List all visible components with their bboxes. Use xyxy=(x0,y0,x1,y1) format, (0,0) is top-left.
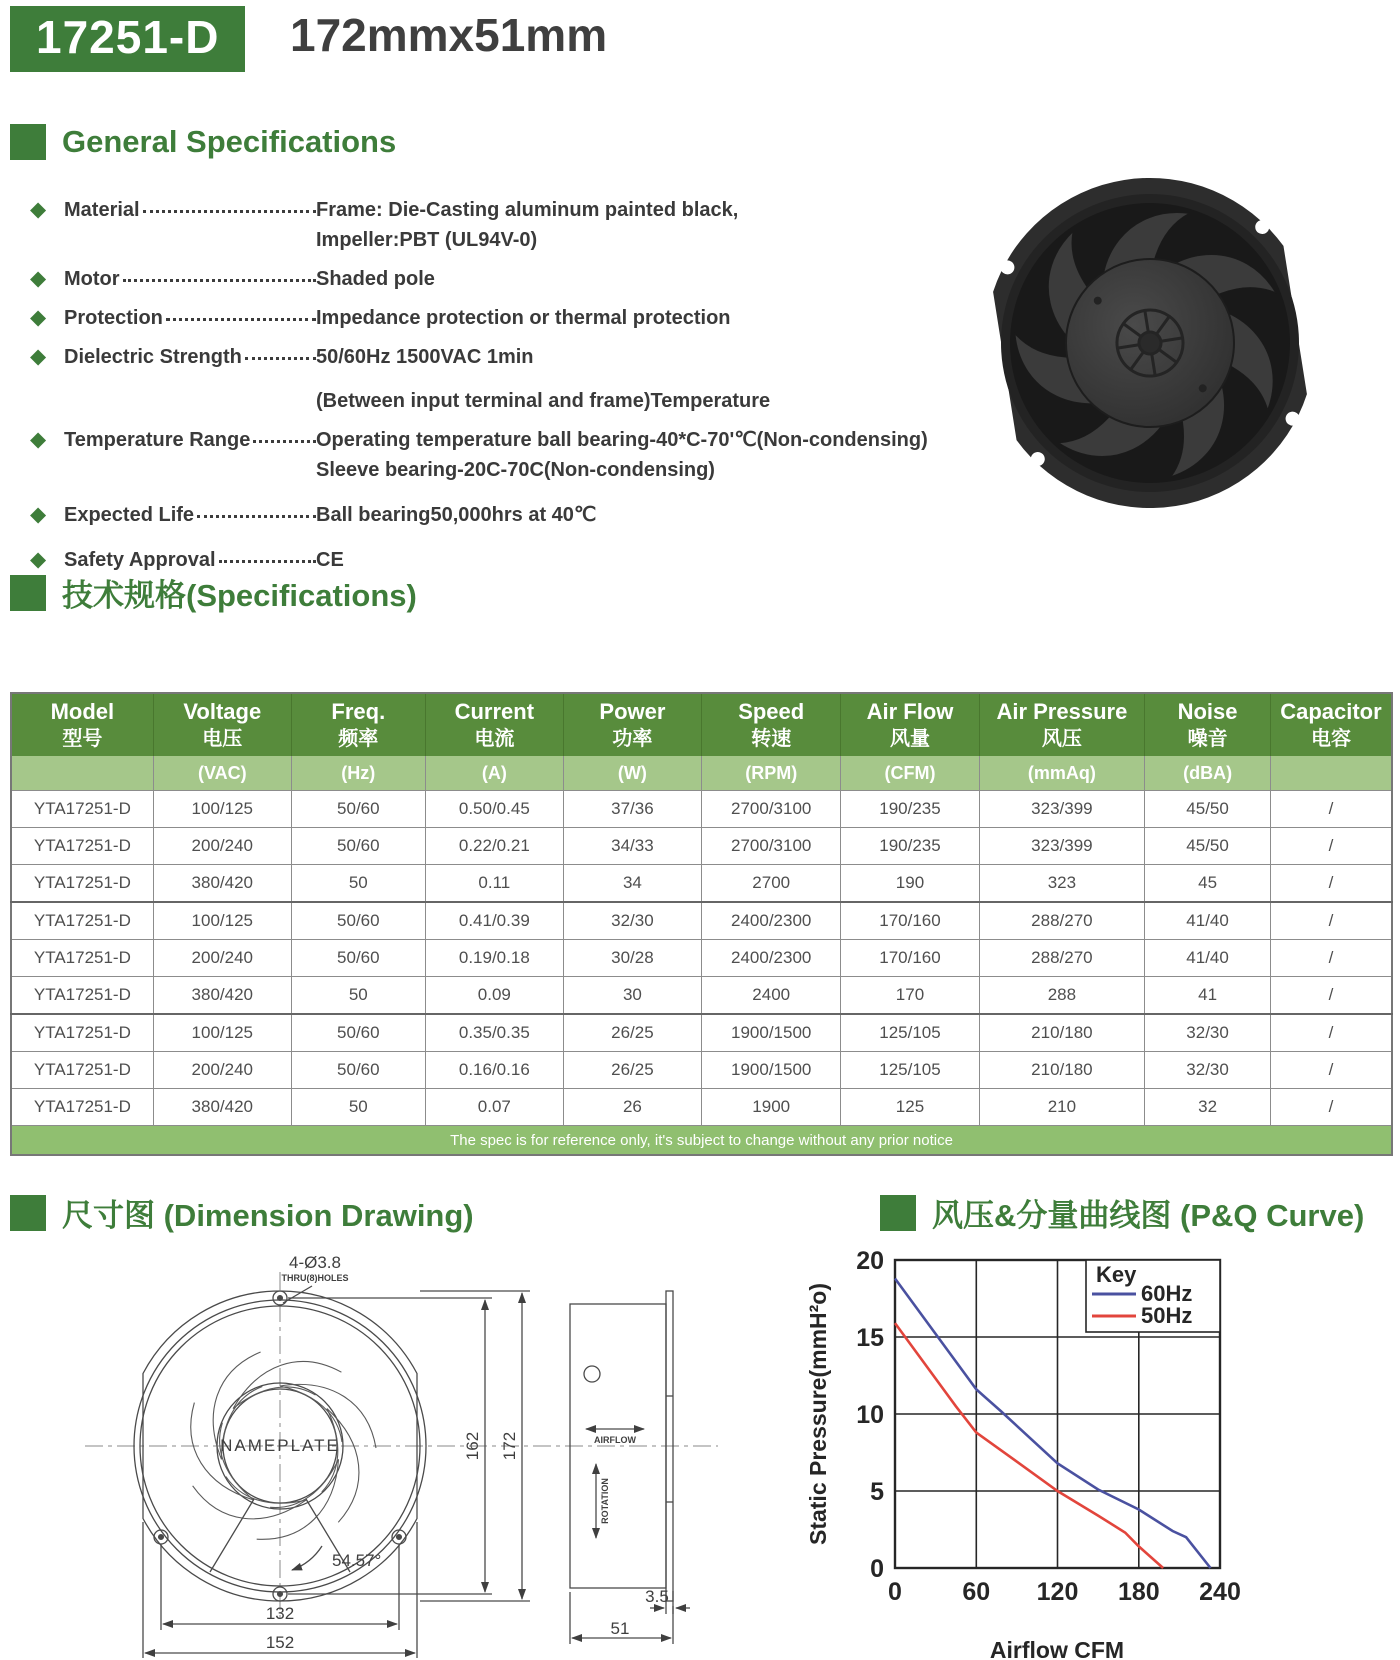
dotted-leader xyxy=(197,515,316,529)
spec-label: Safety Approval xyxy=(64,549,216,571)
table-cell: / xyxy=(1270,977,1392,1015)
y-tick: 15 xyxy=(856,1324,884,1352)
table-cell: 125/105 xyxy=(841,1052,979,1089)
dim-35-label: 3.5 xyxy=(645,1587,669,1606)
spec-value-line: Impeller:PBT (UL94V-0) xyxy=(316,229,538,251)
table-cell: 288 xyxy=(979,977,1145,1015)
table-cell: 45 xyxy=(1145,865,1271,903)
diamond-bullet-icon: ◆ xyxy=(30,503,47,526)
table-cell: 2700 xyxy=(701,865,840,903)
table-cell: 50/60 xyxy=(291,791,425,828)
table-cell: 1900 xyxy=(701,1089,840,1126)
unit-cell xyxy=(11,756,153,791)
column-header-cn: 电容 xyxy=(1310,728,1351,750)
spec-label: Motor xyxy=(64,268,120,290)
table-cell: 170 xyxy=(841,977,979,1015)
column-header-en: Freq. xyxy=(331,699,386,724)
unit-cell: (W) xyxy=(563,756,701,791)
section-general-specifications xyxy=(10,124,396,160)
section-square-icon xyxy=(10,124,46,160)
table-cell: 50/60 xyxy=(291,940,425,977)
table-cell: 34/33 xyxy=(563,828,701,865)
table-cell: 380/420 xyxy=(153,865,291,903)
table-row xyxy=(11,1089,1392,1126)
spec-value-line: Impedance protection or thermal protection xyxy=(316,307,731,329)
column-header-cn: 电压 xyxy=(202,728,243,750)
column-header xyxy=(153,693,291,756)
table-cell: 32/30 xyxy=(1145,1014,1271,1052)
table-cell: 288/270 xyxy=(979,902,1145,940)
table-cell: 323/399 xyxy=(979,791,1145,828)
section-square-icon xyxy=(880,1195,916,1231)
spec-label-wrap xyxy=(64,304,316,332)
table-note-row xyxy=(11,1126,1392,1156)
table-cell: 170/160 xyxy=(841,902,979,940)
size-label: 172mmx51mm xyxy=(290,9,608,61)
table-cell: YTA17251-D xyxy=(11,977,153,1015)
diamond-bullet-icon: ◆ xyxy=(30,306,47,329)
table-cell: / xyxy=(1270,828,1392,865)
column-header-cn: 风量 xyxy=(889,728,930,750)
table-row xyxy=(11,1014,1392,1052)
spec-label: Protection xyxy=(64,307,163,329)
table-cell: 26 xyxy=(563,1089,701,1126)
diamond-bullet-icon: ◆ xyxy=(30,198,47,221)
table-cell: 190 xyxy=(841,865,979,903)
x-tick: 60 xyxy=(962,1578,991,1606)
column-header-cn: 频率 xyxy=(338,728,379,750)
curve-50hz xyxy=(895,1323,1163,1568)
spec-label-wrap xyxy=(64,196,316,224)
table-cell: 2400/2300 xyxy=(701,902,840,940)
table-cell: 288/270 xyxy=(979,940,1145,977)
table-cell: 0.11 xyxy=(425,865,563,903)
nameplate-label: NAMEPLATE xyxy=(220,1436,340,1455)
spec-value xyxy=(316,304,940,334)
y-tick: 0 xyxy=(870,1555,884,1583)
table-cell: 34 xyxy=(563,865,701,903)
x-tick: 120 xyxy=(1036,1578,1079,1606)
unit-cell: (CFM) xyxy=(841,756,979,791)
table-row xyxy=(11,940,1392,977)
unit-cell: (A) xyxy=(425,756,563,791)
table-row xyxy=(11,828,1392,865)
section-square-icon xyxy=(10,575,46,611)
spec-label-wrap xyxy=(64,426,316,454)
section-specifications xyxy=(10,570,417,615)
table-cell: 50 xyxy=(291,1089,425,1126)
blade-curve xyxy=(198,1423,278,1500)
y-tick: 5 xyxy=(870,1478,884,1506)
spec-item xyxy=(30,196,940,256)
table-cell: 200/240 xyxy=(153,1052,291,1089)
table-row xyxy=(11,865,1392,903)
table-cell: 26/25 xyxy=(563,1052,701,1089)
spec-item xyxy=(30,426,940,486)
table-cell: 50 xyxy=(291,977,425,1015)
unit-cell: (Hz) xyxy=(291,756,425,791)
dotted-leader xyxy=(166,318,316,332)
spec-value xyxy=(316,265,940,295)
x-axis-label-cropped: Airflow CFM xyxy=(989,1637,1125,1660)
table-row xyxy=(11,1052,1392,1089)
table-cell: / xyxy=(1270,1052,1392,1089)
table-cell: 190/235 xyxy=(841,828,979,865)
table-cell: YTA17251-D xyxy=(11,1052,153,1089)
spec-value-line: Operating temperature ball bearing-40*C-70'℃(Non-condensing) xyxy=(316,429,928,451)
column-header xyxy=(11,693,153,756)
table-cell: 210/180 xyxy=(979,1014,1145,1052)
spec-label: Expected Life xyxy=(64,504,195,526)
x-tick: 0 xyxy=(888,1578,902,1606)
table-cell: 0.35/0.35 xyxy=(425,1014,563,1052)
column-header xyxy=(1145,693,1271,756)
legend-title: Key xyxy=(1096,1262,1137,1287)
table-cell: 210/180 xyxy=(979,1052,1145,1089)
table-cell: 380/420 xyxy=(153,1089,291,1126)
table-cell: 210 xyxy=(979,1089,1145,1126)
blade-curve xyxy=(233,1360,315,1443)
spec-value-line: CE xyxy=(316,549,344,571)
table-cell: 200/240 xyxy=(153,940,291,977)
unit-cell: (dBA) xyxy=(1145,756,1271,791)
column-header xyxy=(291,693,425,756)
general-spec-list xyxy=(30,196,940,585)
holes-sub-label: THRU(8)HOLES xyxy=(281,1273,349,1283)
table-cell: 41 xyxy=(1145,977,1271,1015)
y-tick: 10 xyxy=(856,1401,884,1429)
column-header-en: Current xyxy=(454,699,535,724)
table-cell: 1900/1500 xyxy=(701,1014,840,1052)
table-cell: 0.09 xyxy=(425,977,563,1015)
side-view xyxy=(570,1291,690,1644)
table-cell: 0.16/0.16 xyxy=(425,1052,563,1089)
table-cell: 2700/3100 xyxy=(701,828,840,865)
column-header-en: Voltage xyxy=(183,699,262,724)
model-badge: 17251-D xyxy=(10,6,245,72)
units-row xyxy=(11,756,1392,791)
spec-item xyxy=(30,501,940,531)
y-tick: 20 xyxy=(856,1247,884,1275)
spec-item xyxy=(30,265,940,295)
unit-cell: (VAC) xyxy=(153,756,291,791)
spec-label-wrap xyxy=(64,265,316,293)
spec-value-line: (Between input terminal and frame)Temperature xyxy=(316,390,771,412)
table-cell: 50 xyxy=(291,865,425,903)
column-header-cn: 型号 xyxy=(62,728,103,750)
table-note: The spec is for reference only, it's subject to change without any prior notice xyxy=(11,1126,1392,1156)
legend-label-50hz: 50Hz xyxy=(1141,1303,1193,1328)
dotted-leader xyxy=(123,279,316,293)
section-title: 技术规格(Specifications) xyxy=(62,578,417,613)
angle-arc xyxy=(292,1546,322,1570)
table-cell: 323/399 xyxy=(979,828,1145,865)
section-pq-curve xyxy=(880,1190,1364,1235)
column-header xyxy=(841,693,979,756)
spec-label: Material xyxy=(64,199,140,221)
table-cell: YTA17251-D xyxy=(11,902,153,940)
spec-value xyxy=(316,196,940,256)
diamond-bullet-icon: ◆ xyxy=(30,345,47,368)
table-cell: 32/30 xyxy=(563,902,701,940)
spec-value-line: 50/60Hz 1500VAC 1min xyxy=(316,346,534,368)
spec-label-wrap xyxy=(64,343,316,371)
table-cell: 323 xyxy=(979,865,1145,903)
table-cell: 0.41/0.39 xyxy=(425,902,563,940)
diamond-bullet-icon: ◆ xyxy=(30,267,47,290)
rotation-label: ROTATION xyxy=(600,1478,610,1524)
table-cell: 30 xyxy=(563,977,701,1015)
table-cell: 50/60 xyxy=(291,1052,425,1089)
table-cell: YTA17251-D xyxy=(11,865,153,903)
column-header-en: Air Flow xyxy=(866,699,954,724)
table-cell: 37/36 xyxy=(563,791,701,828)
side-body xyxy=(570,1304,666,1588)
spec-item xyxy=(30,304,940,334)
y-axis-ticks xyxy=(856,1247,884,1583)
column-header-cn: 噪音 xyxy=(1187,728,1228,750)
table-cell: 100/125 xyxy=(153,902,291,940)
dimension-drawing xyxy=(30,1246,730,1660)
table-cell: 0.22/0.21 xyxy=(425,828,563,865)
section-title: 尺寸图 (Dimension Drawing) xyxy=(62,1198,474,1233)
y-axis-label: Static Pressure(mmH²o) xyxy=(805,1282,831,1546)
dim-172-label: 172 xyxy=(500,1431,519,1461)
table-cell: / xyxy=(1270,865,1392,903)
column-header-en: Power xyxy=(599,699,666,724)
column-header-en: Model xyxy=(50,699,115,724)
table-cell: 0.07 xyxy=(425,1089,563,1126)
column-header-cn: 转速 xyxy=(751,728,792,750)
column-header xyxy=(701,693,840,756)
table-cell: / xyxy=(1270,940,1392,977)
table-cell: 170/160 xyxy=(841,940,979,977)
spec-value xyxy=(316,501,940,531)
section-title: 风压&分量曲线图 (P&Q Curve) xyxy=(932,1198,1365,1233)
column-header xyxy=(979,693,1145,756)
fan-body xyxy=(973,158,1323,528)
table-cell: 45/50 xyxy=(1145,791,1271,828)
table-cell: 41/40 xyxy=(1145,902,1271,940)
column-header xyxy=(563,693,701,756)
pq-curve-chart xyxy=(800,1238,1260,1660)
dim-51-label: 51 xyxy=(610,1619,630,1638)
spec-label-wrap xyxy=(64,501,316,529)
unit-cell: (mmAq) xyxy=(979,756,1145,791)
table-cell: 50/60 xyxy=(291,902,425,940)
unit-cell xyxy=(1270,756,1392,791)
angle-label: 54.57° xyxy=(332,1551,382,1570)
table-cell: YTA17251-D xyxy=(11,940,153,977)
side-hole xyxy=(584,1366,600,1382)
table-row xyxy=(11,791,1392,828)
diamond-bullet-icon: ◆ xyxy=(30,548,47,571)
column-header-cn: 功率 xyxy=(612,728,653,750)
spec-label: Dielectric Strength xyxy=(64,346,242,368)
dim-132-label: 132 xyxy=(265,1604,295,1623)
dotted-leader xyxy=(143,210,316,224)
table-cell: 2400/2300 xyxy=(701,940,840,977)
table-header-row xyxy=(11,693,1392,756)
dim-162-label: 162 xyxy=(463,1431,482,1461)
table-cell: / xyxy=(1270,791,1392,828)
table-cell: 2700/3100 xyxy=(701,791,840,828)
spec-value-line: Shaded pole xyxy=(316,268,435,290)
table-cell: 380/420 xyxy=(153,977,291,1015)
column-header-cn: 风压 xyxy=(1041,728,1082,750)
table-cell: 2400 xyxy=(701,977,840,1015)
table-cell: YTA17251-D xyxy=(11,1089,153,1126)
column-header-en: Speed xyxy=(738,699,805,724)
spec-value-line: Sleeve bearing-20C-70C(Non-condensing) xyxy=(316,459,715,481)
column-header xyxy=(1270,693,1392,756)
holes-label: 4-Ø3.8 xyxy=(289,1253,341,1272)
fan-product-photo xyxy=(945,158,1355,528)
table-cell: 125/105 xyxy=(841,1014,979,1052)
table-cell: 100/125 xyxy=(153,791,291,828)
diamond-bullet-icon: ◆ xyxy=(30,428,47,451)
column-header xyxy=(425,693,563,756)
table-cell: 32/30 xyxy=(1145,1052,1271,1089)
dim-152-label: 152 xyxy=(265,1633,295,1652)
table-cell: 1900/1500 xyxy=(701,1052,840,1089)
table-cell: 0.19/0.18 xyxy=(425,940,563,977)
section-dimension-drawing xyxy=(10,1190,474,1235)
table-cell: 45/50 xyxy=(1145,828,1271,865)
table-cell: YTA17251-D xyxy=(11,828,153,865)
x-tick: 240 xyxy=(1199,1578,1241,1606)
table-cell: 32 xyxy=(1145,1089,1271,1126)
table-cell: 200/240 xyxy=(153,828,291,865)
table-cell: YTA17251-D xyxy=(11,791,153,828)
table-cell: 41/40 xyxy=(1145,940,1271,977)
front-view xyxy=(85,1272,718,1658)
section-square-icon xyxy=(10,1195,46,1231)
legend-label-60hz: 60Hz xyxy=(1141,1281,1193,1306)
chart-legend xyxy=(1086,1260,1220,1332)
spec-label: Temperature Range xyxy=(64,429,251,451)
table-cell: 30/28 xyxy=(563,940,701,977)
table-cell: 26/25 xyxy=(563,1014,701,1052)
specifications-table xyxy=(10,692,1393,1156)
blade-curve xyxy=(226,1450,306,1527)
dotted-leader xyxy=(253,440,316,454)
spec-value xyxy=(316,426,940,486)
table-cell: / xyxy=(1270,1089,1392,1126)
x-tick: 180 xyxy=(1117,1578,1160,1606)
table-cell: YTA17251-D xyxy=(11,1014,153,1052)
spec-value xyxy=(316,343,940,417)
column-header-en: Air Pressure xyxy=(996,699,1128,724)
table-cell: 50/60 xyxy=(291,1014,425,1052)
section-title: General Specifications xyxy=(62,124,397,159)
table-row xyxy=(11,902,1392,940)
spec-value-line: Ball bearing50,000hrs at 40℃ xyxy=(316,504,597,526)
spec-item xyxy=(30,343,940,417)
column-header-en: Noise xyxy=(1177,699,1238,724)
table-cell: 190/235 xyxy=(841,791,979,828)
table-cell: 100/125 xyxy=(153,1014,291,1052)
column-header-en: Capacitor xyxy=(1280,699,1382,724)
column-header-cn: 电流 xyxy=(474,728,515,750)
table-cell: / xyxy=(1270,1014,1392,1052)
table-cell: 50/60 xyxy=(291,828,425,865)
strut-line xyxy=(210,1499,254,1572)
x-axis-ticks xyxy=(888,1578,1241,1606)
table-cell: / xyxy=(1270,902,1392,940)
table-cell: 0.50/0.45 xyxy=(425,791,563,828)
unit-cell: (RPM) xyxy=(701,756,840,791)
table-row xyxy=(11,977,1392,1015)
spec-value-line: Frame: Die-Casting aluminum painted black, xyxy=(316,199,739,221)
table-cell: 125 xyxy=(841,1089,979,1126)
airflow-label: AIRFLOW xyxy=(594,1435,636,1445)
dotted-leader xyxy=(245,357,316,371)
